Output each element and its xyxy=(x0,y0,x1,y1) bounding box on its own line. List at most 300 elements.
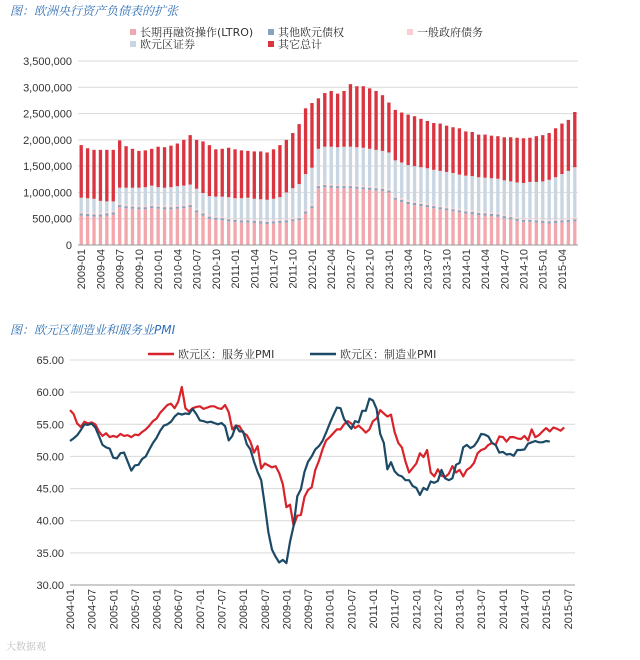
bar-segment xyxy=(112,150,115,202)
bar-segment xyxy=(182,140,185,186)
bar-segment xyxy=(265,152,268,199)
bar-segment xyxy=(189,135,192,184)
bar-segment xyxy=(265,224,268,245)
bar-segment xyxy=(240,150,243,198)
bar-segment xyxy=(554,219,557,221)
bar-segment xyxy=(547,223,550,245)
legend-label: 欧元区证券 xyxy=(140,38,195,51)
bar-segment xyxy=(535,222,538,245)
bar-segment xyxy=(80,213,83,215)
bar-segment xyxy=(342,186,345,188)
bar-segment xyxy=(547,180,550,220)
bar-segment xyxy=(554,128,557,177)
bar-segment xyxy=(349,147,352,185)
bar-segment xyxy=(342,188,345,245)
bar-segment xyxy=(541,135,544,181)
bar-segment xyxy=(233,149,236,198)
bar-segment xyxy=(413,205,416,245)
bar-segment xyxy=(330,186,333,188)
bar-segment xyxy=(515,221,518,245)
x-tick-label: 2009-07 xyxy=(114,249,127,290)
bar-segment xyxy=(259,220,262,222)
bar-segment xyxy=(419,206,422,245)
bar-segment xyxy=(99,217,102,245)
bar-segment xyxy=(381,95,384,151)
y-tick-label: 500,000 xyxy=(32,213,72,226)
bar-segment xyxy=(323,185,326,187)
bar-segment xyxy=(112,201,115,210)
x-tick-label: 2013-04 xyxy=(403,249,416,290)
bar-segment xyxy=(259,199,262,220)
bar-segment xyxy=(131,188,134,205)
bar-segment xyxy=(477,211,480,213)
bar-segment xyxy=(503,218,506,245)
bar-segment xyxy=(214,197,217,216)
bar-segment xyxy=(297,184,300,217)
watermark-text: 大数据观 xyxy=(6,642,46,653)
bar-segment xyxy=(163,206,166,208)
bar-segment xyxy=(246,198,249,219)
bar-segment xyxy=(253,223,256,245)
bar-segment xyxy=(330,188,333,245)
bar-segment xyxy=(297,217,300,219)
bar-segment xyxy=(118,207,121,245)
bar-segment xyxy=(535,220,538,222)
bar-segment xyxy=(400,113,403,163)
bar-segment xyxy=(432,123,435,170)
y-tick-label: 1,500,000 xyxy=(23,161,72,174)
bar-segment xyxy=(278,197,281,219)
bar-segment xyxy=(182,206,185,208)
x-tick-label: 2010-01 xyxy=(324,589,337,630)
bar-segment xyxy=(490,178,493,212)
bar-segment xyxy=(554,221,557,223)
bar-segment xyxy=(451,209,454,211)
bar-segment xyxy=(509,216,512,218)
bar-segment xyxy=(317,98,320,148)
bar-segment xyxy=(522,183,525,218)
bar-segment xyxy=(349,186,352,188)
x-tick-label: 2007-07 xyxy=(216,589,229,630)
bar-segment xyxy=(176,144,179,187)
x-tick-label: 2005-01 xyxy=(108,589,121,630)
bar-segment xyxy=(426,203,429,205)
bar-segment xyxy=(169,207,172,209)
bar-segment xyxy=(163,188,166,206)
bar-segment xyxy=(496,136,499,179)
bar-segment xyxy=(144,150,147,187)
bar-segment xyxy=(227,218,230,220)
bar-segment xyxy=(336,188,339,245)
bar-segment xyxy=(573,112,576,167)
bar-segment xyxy=(477,135,480,178)
bar-segment xyxy=(201,212,204,214)
bar-segment xyxy=(509,217,512,219)
x-tick-label: 2015-01 xyxy=(541,589,554,630)
bar-segment xyxy=(381,189,384,191)
bar-segment xyxy=(439,206,442,208)
y-tick-label: 50.00 xyxy=(36,451,64,464)
bar-segment xyxy=(227,148,230,197)
bar-segment xyxy=(330,184,333,186)
bar-segment xyxy=(451,208,454,210)
bar-segment xyxy=(227,219,230,221)
bar-segment xyxy=(483,212,486,214)
bar-segment xyxy=(92,217,95,245)
bar-segment xyxy=(573,167,576,217)
bar-segment xyxy=(490,214,493,216)
bar-segment xyxy=(522,220,525,222)
bar-segment xyxy=(445,208,448,210)
bar-segment xyxy=(246,220,249,222)
x-tick-label: 2009-10 xyxy=(133,249,146,290)
bar-segment xyxy=(86,212,89,214)
bar-segment xyxy=(291,133,294,188)
bar-segment xyxy=(304,210,307,212)
bar-segment xyxy=(432,170,435,205)
x-tick-label: 2013-07 xyxy=(476,589,489,630)
bar-segment xyxy=(201,213,204,215)
bar-segment xyxy=(278,221,281,223)
bar-segment xyxy=(208,217,211,219)
bar-segment xyxy=(464,211,467,213)
bar-segment xyxy=(214,149,217,196)
bar-segment xyxy=(291,221,294,245)
bar-segment xyxy=(490,136,493,179)
bar-segment xyxy=(131,149,134,188)
bar-segment xyxy=(253,199,256,220)
bar-segment xyxy=(567,218,570,220)
bar-segment xyxy=(278,223,281,245)
bar-segment xyxy=(182,186,185,205)
bar-segment xyxy=(195,212,198,245)
bar-segment xyxy=(477,213,480,215)
bar-segment xyxy=(554,177,557,219)
bar-segment xyxy=(406,204,409,245)
bar-segment xyxy=(285,220,288,222)
bar-segment xyxy=(80,216,83,245)
bar-segment xyxy=(163,209,166,245)
bar-segment xyxy=(528,218,531,220)
bar-segment xyxy=(381,191,384,245)
bar-segment xyxy=(189,207,192,245)
bar-segment xyxy=(105,216,108,245)
bar-segment xyxy=(118,188,121,204)
bar-segment xyxy=(451,127,454,173)
bar-segment xyxy=(509,181,512,215)
bar-segment xyxy=(112,211,115,213)
bar-segment xyxy=(297,218,300,220)
bar-segment xyxy=(99,215,102,217)
bar-segment xyxy=(227,197,230,218)
bar-segment xyxy=(477,215,480,245)
x-tick-label: 2010-01 xyxy=(153,249,166,290)
bar-segment xyxy=(387,192,390,245)
bar-segment xyxy=(445,126,448,172)
bar-segment xyxy=(144,187,147,205)
y-tick-label: 0 xyxy=(65,240,72,252)
y-tick-label: 2,500,000 xyxy=(23,108,72,121)
bar-segment xyxy=(265,220,268,222)
bar-segment xyxy=(535,219,538,221)
eurozone-pmi-chart xyxy=(0,338,640,658)
legend-swatch xyxy=(130,29,136,35)
bar-segment xyxy=(201,193,204,212)
bar-segment xyxy=(169,209,172,245)
bar-segment xyxy=(105,201,108,212)
bar-segment xyxy=(368,188,371,190)
bar-segment xyxy=(304,211,307,213)
x-tick-label: 2010-10 xyxy=(210,248,223,290)
x-tick-label: 2011-01 xyxy=(368,589,380,629)
y-tick-label: 35.00 xyxy=(36,547,64,560)
bar-segment xyxy=(214,216,217,218)
bar-segment xyxy=(304,174,307,210)
bar-segment xyxy=(156,205,159,207)
bar-segment xyxy=(374,190,377,245)
x-tick-label: 2011-10 xyxy=(287,249,300,289)
bar-segment xyxy=(387,103,390,153)
bar-segment xyxy=(426,207,429,245)
bar-segment xyxy=(547,220,550,222)
bar-segment xyxy=(246,222,249,245)
bar-segment xyxy=(483,213,486,215)
bar-segment xyxy=(182,205,185,207)
bar-segment xyxy=(496,179,499,213)
bar-segment xyxy=(413,166,416,201)
legend-label: 一般政府债务 xyxy=(417,26,483,39)
bar-segment xyxy=(291,188,294,217)
bar-segment xyxy=(426,121,429,168)
bar-segment xyxy=(471,132,474,176)
bar-segment xyxy=(541,223,544,245)
bar-segment xyxy=(503,215,506,217)
bar-segment xyxy=(201,216,204,245)
bar-segment xyxy=(86,214,89,216)
bar-segment xyxy=(323,183,326,185)
legend-swatch xyxy=(268,29,274,35)
bar-segment xyxy=(278,145,281,197)
bar-segment xyxy=(124,208,127,245)
x-tick-label: 2011-04 xyxy=(249,249,262,289)
x-tick-label: 2009-07 xyxy=(303,589,316,630)
bar-segment xyxy=(259,221,262,223)
bar-segment xyxy=(317,188,320,245)
bar-segment xyxy=(496,217,499,245)
bar-segment xyxy=(310,205,313,207)
bar-segment xyxy=(144,207,147,209)
bar-segment xyxy=(503,216,506,218)
bar-segment xyxy=(317,149,320,185)
bar-segment xyxy=(567,171,570,218)
bar-segment xyxy=(80,212,83,214)
bar-segment xyxy=(547,133,550,180)
bar-segment xyxy=(246,151,249,198)
bar-segment xyxy=(233,220,236,222)
bar-segment xyxy=(86,198,89,212)
legend-label: 长期再融资操作(LTRO) xyxy=(140,26,254,39)
bar-segment xyxy=(304,213,307,245)
x-tick-label: 2013-10 xyxy=(441,249,454,290)
bar-segment xyxy=(112,215,115,245)
bar-segment xyxy=(349,188,352,245)
bar-segment xyxy=(477,177,480,211)
x-tick-label: 2011-01 xyxy=(230,248,243,289)
bar-segment xyxy=(381,151,384,187)
bar-segment xyxy=(496,213,499,215)
bar-segment xyxy=(464,176,467,210)
x-tick-label: 2014-04 xyxy=(480,249,493,290)
x-tick-label: 2010-04 xyxy=(172,249,185,290)
bar-segment xyxy=(432,205,435,207)
bar-segment xyxy=(169,146,172,188)
bar-segment xyxy=(92,150,95,199)
bar-segment xyxy=(195,210,198,212)
bar-segment xyxy=(483,135,486,178)
x-tick-label: 2012-07 xyxy=(432,589,445,630)
bar-segment xyxy=(400,198,403,200)
bar-segment xyxy=(387,152,390,188)
bar-segment xyxy=(362,86,365,148)
bar-segment xyxy=(490,216,493,245)
bar-segment xyxy=(259,223,262,245)
bar-segment xyxy=(554,223,557,245)
x-tick-label: 2015-01 xyxy=(537,249,550,290)
bar-segment xyxy=(451,211,454,245)
y-tick-label: 60.00 xyxy=(36,387,64,400)
bar-segment xyxy=(92,215,95,217)
bar-segment xyxy=(118,140,121,187)
x-tick-label: 2004-01 xyxy=(65,589,77,630)
bar-segment xyxy=(528,222,531,245)
bar-segment xyxy=(464,210,467,212)
bar-segment xyxy=(80,145,83,198)
bar-segment xyxy=(291,218,294,220)
bar-segment xyxy=(246,219,249,221)
bar-segment xyxy=(265,200,268,221)
bar-segment xyxy=(362,186,365,188)
bar-segment xyxy=(137,209,140,245)
bar-segment xyxy=(169,187,172,205)
bar-segment xyxy=(150,149,153,186)
bar-segment xyxy=(413,203,416,205)
bar-segment xyxy=(374,187,377,189)
bar-segment xyxy=(355,187,358,189)
bar-segment xyxy=(573,218,576,220)
bar-segment xyxy=(464,131,467,175)
bar-segment xyxy=(387,190,390,192)
legend-label: 欧元区：制造业PMI xyxy=(340,348,437,361)
bar-segment xyxy=(394,200,397,245)
bar-segment xyxy=(208,219,211,245)
x-tick-label: 2010-07 xyxy=(346,589,359,630)
x-tick-label: 2012-10 xyxy=(364,249,377,290)
bar-segment xyxy=(439,207,442,209)
bar-segment xyxy=(535,136,538,182)
bar-segment xyxy=(221,218,224,220)
bar-segment xyxy=(400,162,403,198)
x-tick-label: 2009-01 xyxy=(76,249,89,290)
x-tick-label: 2012-01 xyxy=(306,249,319,290)
x-tick-label: 2014-01 xyxy=(460,249,473,290)
bar-segment xyxy=(131,207,134,209)
bar-segment xyxy=(86,216,89,245)
bar-segment xyxy=(458,209,461,211)
x-tick-label: 2011-07 xyxy=(389,589,402,629)
bar-segment xyxy=(214,218,217,220)
bar-segment xyxy=(99,201,102,213)
x-tick-label: 2014-07 xyxy=(519,589,532,630)
x-tick-label: 2004-07 xyxy=(86,589,99,630)
bar-segment xyxy=(413,116,416,166)
bar-segment xyxy=(355,147,358,185)
bar-segment xyxy=(131,209,134,245)
bar-segment xyxy=(515,219,518,221)
bar-segment xyxy=(445,210,448,245)
y-tick-label: 30.00 xyxy=(36,580,64,592)
bar-segment xyxy=(374,91,377,150)
y-tick-label: 3,500,000 xyxy=(23,56,72,68)
bar-segment xyxy=(483,216,486,245)
bar-segment xyxy=(221,197,224,217)
bar-segment xyxy=(374,188,377,190)
chart1-caption: 图：欧洲央行资产负债表的扩张 xyxy=(10,4,179,18)
x-tick-label: 2013-01 xyxy=(383,249,396,290)
bar-segment xyxy=(349,84,352,147)
bar-segment xyxy=(368,88,371,148)
x-tick-label: 2014-01 xyxy=(497,589,510,630)
bar-segment xyxy=(92,199,95,213)
bar-segment xyxy=(323,93,326,147)
bar-segment xyxy=(535,182,538,219)
x-tick-label: 2013-07 xyxy=(422,249,435,290)
bar-segment xyxy=(92,213,95,215)
bar-segment xyxy=(560,220,563,222)
bar-segment xyxy=(86,148,89,198)
bar-segment xyxy=(342,147,345,185)
bar-segment xyxy=(285,222,288,245)
bar-segment xyxy=(349,185,352,187)
legend-label: 欧元区：服务业PMI xyxy=(178,348,275,361)
bar-segment xyxy=(221,217,224,219)
bar-segment xyxy=(573,219,576,221)
bar-segment xyxy=(573,221,576,245)
bar-segment xyxy=(547,221,550,223)
bar-segment xyxy=(362,187,365,189)
legend-label: 其它总计 xyxy=(278,38,322,51)
x-tick-label: 2012-01 xyxy=(411,589,424,630)
bar-segment xyxy=(272,199,275,220)
bar-segment xyxy=(471,176,474,210)
bar-segment xyxy=(272,149,275,198)
bar-segment xyxy=(253,151,256,198)
bar-segment xyxy=(233,222,236,245)
bar-segment xyxy=(310,206,313,208)
bar-segment xyxy=(124,206,127,208)
bar-segment xyxy=(496,215,499,217)
bar-segment xyxy=(458,210,461,212)
bar-segment xyxy=(406,200,409,202)
bar-segment xyxy=(208,215,211,217)
bar-segment xyxy=(233,218,236,220)
bar-segment xyxy=(522,138,525,183)
x-tick-label: 2006-07 xyxy=(173,589,186,630)
bar-segment xyxy=(105,213,108,215)
bar-segment xyxy=(131,205,134,207)
y-tick-label: 3,000,000 xyxy=(23,82,72,95)
bar-segment xyxy=(471,214,474,245)
bar-segment xyxy=(227,221,230,245)
